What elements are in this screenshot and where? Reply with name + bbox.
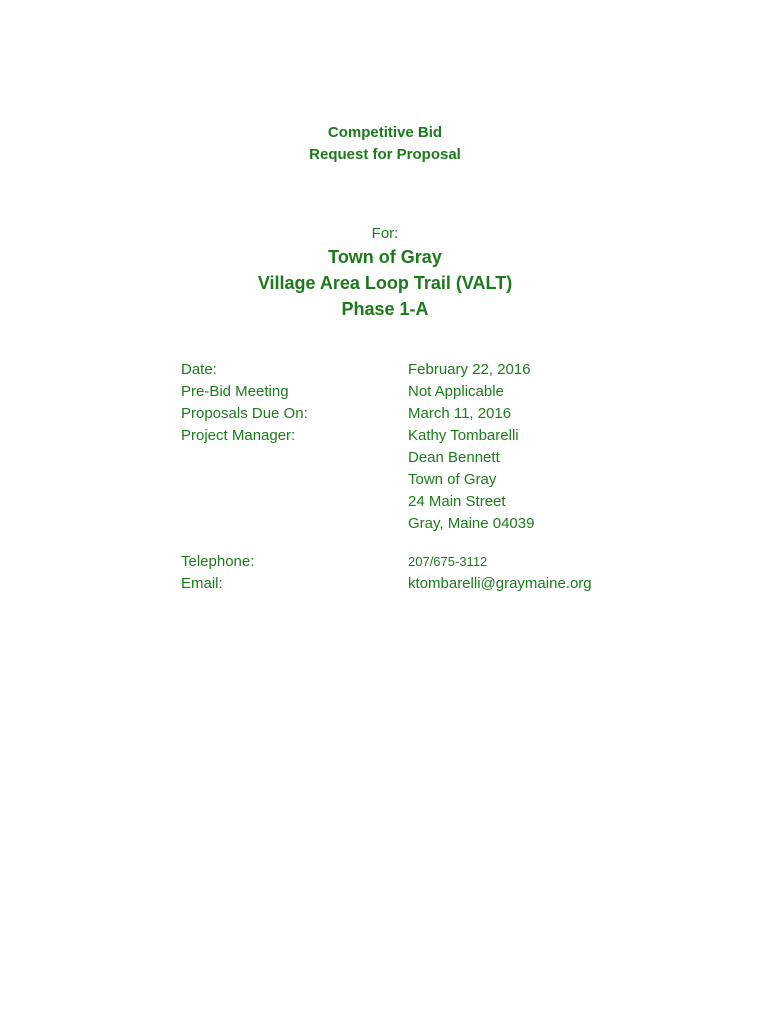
manager-label: Project Manager: [181,427,296,444]
manager-name-2: Dean Bennett [408,449,500,466]
date-value: February 22, 2016 [408,361,531,378]
due-value: March 11, 2016 [408,405,512,422]
project-title [0,244,770,322]
email-value: ktombarelli@graymaine.org [408,575,592,592]
telephone-value: 207/675-3112 [408,554,488,569]
for-label: For: [371,225,399,242]
title-line-town: Town of Gray [328,247,442,267]
heading-line-competitive-bid: Competitive Bid [327,124,443,141]
email-label: Email: [181,575,223,592]
prebid-value: Not Applicable [408,383,504,400]
prebid-label: Pre-Bid Meeting [181,383,289,400]
manager-address-street: 24 Main Street [408,493,506,510]
title-line-phase: Phase 1-A [341,299,429,319]
date-label: Date: [181,361,217,378]
title-line-trail: Village Area Loop Trail (VALT) [257,273,513,293]
manager-address-town: Town of Gray [408,471,497,488]
doc-heading [0,122,770,166]
telephone-label: Telephone: [181,553,255,570]
heading-line-request-for-proposal: Request for Proposal [309,146,461,163]
due-label: Proposals Due On: [181,405,308,422]
manager-address-city: Gray, Maine 04039 [408,515,535,532]
manager-name-1: Kathy Tombarelli [408,427,519,444]
